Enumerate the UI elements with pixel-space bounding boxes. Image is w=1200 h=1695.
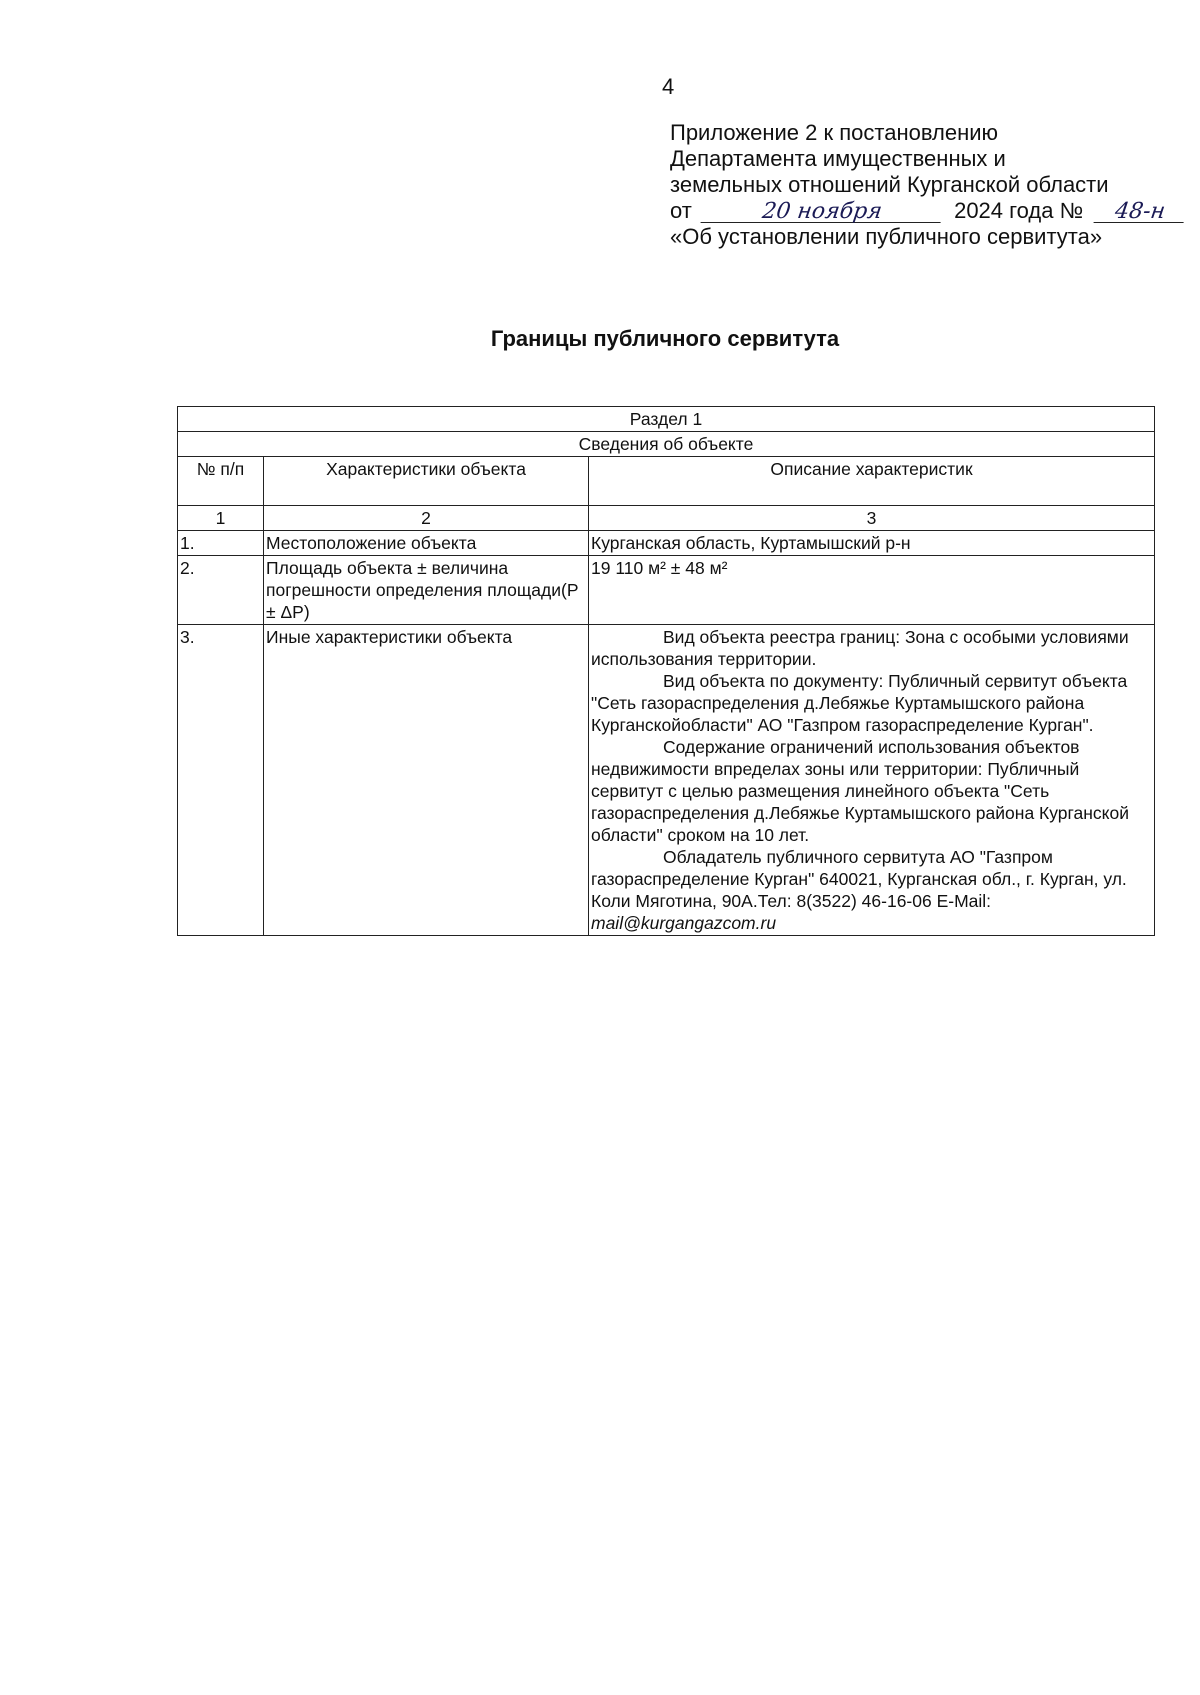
table-row	[178, 531, 1155, 556]
appendix-line-3: земельных отношений Курганской области	[670, 172, 1109, 197]
description-paragraph-4	[591, 846, 1152, 934]
row-characteristic: Площадь объекта ± величина погрешности определения площади(P ± ΔP)	[264, 556, 589, 625]
section-row	[178, 407, 1155, 432]
page-number: 4	[662, 74, 675, 99]
row-number: 1.	[178, 531, 264, 556]
column-number-row	[178, 506, 1155, 531]
col-number-1: 1	[178, 506, 264, 531]
row-description	[589, 625, 1155, 936]
col-number-3: 3	[589, 506, 1155, 531]
handwritten-date: 20 ноября	[700, 202, 943, 223]
year-label: 2024 года №	[954, 198, 1084, 223]
row-number: 3.	[178, 625, 264, 936]
header-number: № п/п	[178, 457, 264, 506]
table-row	[178, 556, 1155, 625]
description-paragraph-2: Вид объекта по документу: Публичный сервитут объекта "Сеть газораспределения д.Лебяжье Куртамышского района Курганскойобласти" АО "Газпром газораспределение Курган".	[591, 671, 1128, 735]
header-row	[178, 457, 1155, 506]
row-characteristic: Иные характеристики объекта	[264, 625, 589, 936]
appendix-line-2: Департамента имущественных и	[670, 146, 1006, 171]
subsection-cell: Сведения об объекте	[178, 432, 1155, 457]
holder-text: Обладатель публичного сервитута АО "Газпром газораспределение Курган" 640021, Курганская обл., г. Курган, ул. Коли Мяготина, 90А.Тел: 8(3522) 46-16-06 E-Mail:	[591, 847, 1127, 911]
from-label: от	[670, 198, 692, 223]
appendix-header	[670, 120, 1170, 250]
col-number-2: 2	[264, 506, 589, 531]
row-characteristic: Местоположение объекта	[264, 531, 589, 556]
handwritten-number: 48-н	[1094, 202, 1187, 223]
appendix-line-5: «Об установлении публичного сервитута»	[670, 224, 1103, 249]
email-text: mail@kurgangazcom.ru	[591, 913, 777, 933]
appendix-line-1: Приложение 2 к постановлению	[670, 120, 999, 145]
description-paragraph-3: Содержание ограничений использования объектов недвижимости впределах зоны или территории: Публичный сервитут с целью размещения линейного объекта "Сеть газораспределения д.Лебяжье Куртамышского района Курганской области" сроком на 10 лет.	[591, 737, 1130, 845]
row-description: Курганская область, Куртамышский р-н	[589, 531, 1155, 556]
row-number: 2.	[178, 556, 264, 625]
servitude-table	[177, 406, 1155, 936]
table-row	[178, 625, 1155, 936]
document-title: Границы публичного сервитута	[490, 326, 840, 351]
description-paragraph-1: Вид объекта реестра границ: Зона с особыми условиями использования территории.	[591, 627, 1129, 669]
appendix-line-4	[670, 198, 1170, 224]
row-description: 19 110 м² ± 48 м²	[589, 556, 1155, 625]
subsection-row	[178, 432, 1155, 457]
header-characteristic: Характеристики объекта	[264, 457, 589, 506]
section-cell: Раздел 1	[178, 407, 1155, 432]
header-description: Описание характеристик	[589, 457, 1155, 506]
